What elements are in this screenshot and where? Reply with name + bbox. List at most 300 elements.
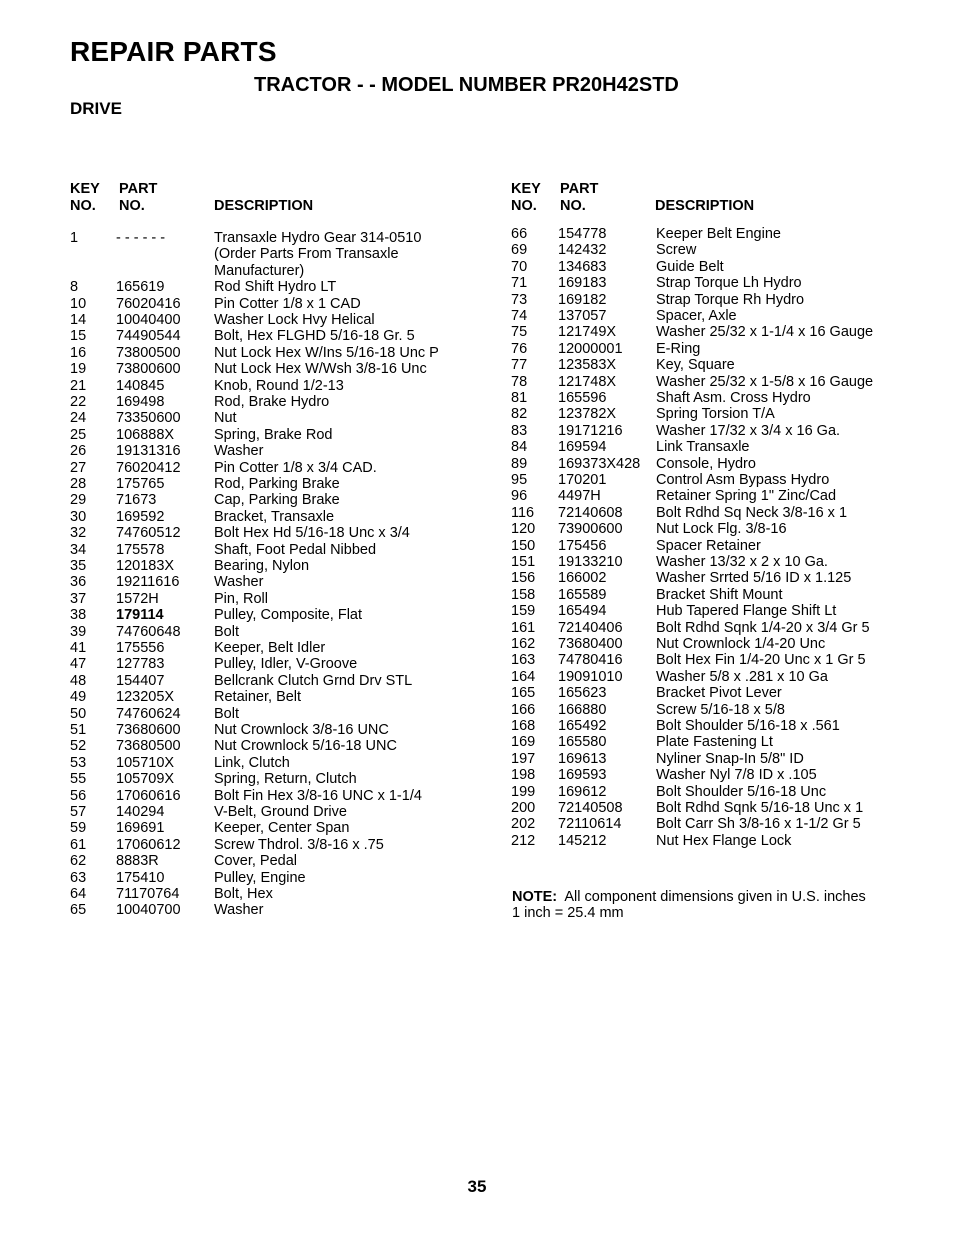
part-description: Nut Lock Hex W/Wsh 3/8-16 Unc xyxy=(214,361,427,378)
part-description: Bolt xyxy=(214,623,239,640)
part-number: 74780416 xyxy=(558,652,623,669)
part-header-line1: PART xyxy=(119,181,158,197)
parts-row xyxy=(511,652,911,668)
part-number: 154407 xyxy=(116,672,165,689)
key-number: 62 xyxy=(70,853,87,870)
parts-row xyxy=(70,361,470,377)
page-title: REPAIR PARTS xyxy=(70,36,277,67)
key-number: 151 xyxy=(511,554,536,570)
part-description: Pulley, Idler, V-Groove xyxy=(214,656,358,673)
part-number: 17060612 xyxy=(116,836,181,853)
part-description: Spring Torsion T/A xyxy=(656,406,775,423)
key-number: 158 xyxy=(511,586,536,603)
key-number: 48 xyxy=(70,672,87,689)
section-heading: DRIVE xyxy=(70,99,122,118)
part-description: Washer xyxy=(214,902,264,919)
part-number: 169594 xyxy=(558,439,607,456)
parts-row xyxy=(70,558,470,574)
part-description: Washer Nyl 7/8 ID x .105 xyxy=(656,767,817,784)
key-number: 166 xyxy=(511,701,536,718)
key-number: 66 xyxy=(511,226,528,242)
key-number: 35 xyxy=(70,558,87,574)
part-number: 121749X xyxy=(558,324,617,341)
key-number: 57 xyxy=(70,804,87,820)
part-description: Retainer, Belt xyxy=(214,689,302,706)
parts-row xyxy=(511,357,911,373)
part-description: Shaft Asm. Cross Hydro xyxy=(656,390,811,406)
key-number: 32 xyxy=(70,525,87,542)
part-number: 145212 xyxy=(558,832,607,849)
right-part-header xyxy=(560,181,598,215)
parts-row xyxy=(511,751,911,767)
part-number: 175456 xyxy=(558,537,607,554)
part-number: 72110614 xyxy=(558,816,622,833)
part-description: (Order Parts From Transaxle xyxy=(214,246,399,263)
parts-row xyxy=(511,406,911,422)
parts-row xyxy=(70,755,470,771)
part-number: 175556 xyxy=(116,640,165,656)
part-description: Pulley, Engine xyxy=(214,869,306,886)
part-number: 76020416 xyxy=(116,295,181,312)
parts-row xyxy=(70,624,470,640)
part-description: Cap, Parking Brake xyxy=(214,492,340,509)
left-part-header xyxy=(119,181,157,215)
parts-row xyxy=(70,476,470,492)
note-conversion: 1 inch = 25.4 mm xyxy=(512,905,624,921)
part-number: 123583X xyxy=(558,357,617,374)
parts-row xyxy=(511,833,911,849)
part-number: 175410 xyxy=(116,869,165,886)
part-description: Bolt, Hex xyxy=(214,886,273,902)
part-number: 73680400 xyxy=(558,636,623,652)
key-header-line1: KEY xyxy=(70,181,100,197)
part-number: 165589 xyxy=(558,586,607,603)
part-description: Nut Crownlock 1/4-20 Unc xyxy=(656,636,826,652)
part-description: Pulley, Composite, Flat xyxy=(214,607,363,624)
part-number: 74490544 xyxy=(116,328,181,345)
parts-row xyxy=(70,410,470,426)
part-number: 72140406 xyxy=(558,619,623,636)
part-number: 134683 xyxy=(558,258,607,275)
left-key-header xyxy=(70,181,100,215)
key-number: 84 xyxy=(511,439,528,456)
part-description: Bracket Pivot Lever xyxy=(656,685,782,702)
part-description: Bolt Rdhd Sq Neck 3/8-16 x 1 xyxy=(656,504,848,521)
key-number: 73 xyxy=(511,291,528,308)
parts-row xyxy=(70,230,470,246)
part-number: 19171216 xyxy=(558,422,623,439)
part-number: 169182 xyxy=(558,291,607,308)
part-description: Pin Cotter 1/8 x 3/4 CAD. xyxy=(214,459,377,476)
part-number: 19211616 xyxy=(116,574,180,591)
part-number: 74760648 xyxy=(116,623,181,640)
part-number: 71170764 xyxy=(116,886,180,902)
parts-row xyxy=(70,689,470,705)
key-header-line2: NO. xyxy=(511,198,537,214)
part-description: Washer 25/32 x 1-1/4 x 16 Gauge xyxy=(656,324,874,341)
key-number: 120 xyxy=(511,521,536,538)
part-number: 4497H xyxy=(558,488,601,505)
part-description: Key, Square xyxy=(656,357,735,374)
parts-row xyxy=(70,722,470,738)
part-number: 175765 xyxy=(116,476,165,492)
part-number: 165494 xyxy=(558,603,607,620)
key-number: 74 xyxy=(511,308,528,324)
part-number: 19133210 xyxy=(558,554,623,570)
key-number: 26 xyxy=(70,443,87,460)
right-description-header: DESCRIPTION xyxy=(655,198,755,214)
key-number: 64 xyxy=(70,886,87,902)
part-number: 120183X xyxy=(116,558,175,574)
part-number: 105709X xyxy=(116,771,175,788)
parts-row xyxy=(70,460,470,476)
part-description: Bolt Carr Sh 3/8-16 x 1-1/2 Gr 5 xyxy=(656,816,861,833)
part-description: Bearing, Nylon xyxy=(214,558,310,574)
part-description: Washer 17/32 x 3/4 x 16 Ga. xyxy=(656,422,841,439)
left-description-header: DESCRIPTION xyxy=(214,198,314,214)
part-description: Cover, Pedal xyxy=(214,853,298,870)
key-number: 28 xyxy=(70,476,87,492)
part-description: Link, Clutch xyxy=(214,754,290,771)
part-number: 74760512 xyxy=(116,525,181,542)
part-number: 105710X xyxy=(116,754,175,771)
part-description: Spacer Retainer xyxy=(656,537,761,554)
part-number: 142432 xyxy=(558,242,607,259)
part-number: 169613 xyxy=(558,750,607,767)
parts-row xyxy=(70,607,470,623)
parts-row xyxy=(511,308,911,324)
part-description: Bolt Fin Hex 3/8-16 UNC x 1-1/4 xyxy=(214,787,422,804)
part-number: 10040400 xyxy=(116,312,181,328)
part-description: Washer 13/32 x 2 x 10 Ga. xyxy=(656,554,828,570)
key-number: 38 xyxy=(70,607,87,624)
part-description: Spring, Return, Clutch xyxy=(214,771,357,788)
key-number: 29 xyxy=(70,492,87,509)
key-number: 96 xyxy=(511,488,528,505)
part-number: 169183 xyxy=(558,275,607,292)
part-description: Bracket, Transaxle xyxy=(214,508,335,525)
part-number: 169593 xyxy=(558,767,607,784)
key-number: 199 xyxy=(511,783,536,800)
key-number: 27 xyxy=(70,459,87,476)
key-number: 81 xyxy=(511,390,528,406)
part-description: Nut Crownlock 3/8-16 UNC xyxy=(214,722,389,738)
key-number: 200 xyxy=(511,800,536,816)
part-description: Bolt Hex Hd 5/16-18 Unc x 3/4 xyxy=(214,525,410,542)
key-number: 19 xyxy=(70,361,87,378)
part-header-line1: PART xyxy=(560,181,599,197)
part-number: 169612 xyxy=(558,783,607,800)
part-description: Pin Cotter 1/8 x 1 CAD xyxy=(214,295,361,312)
parts-row xyxy=(70,886,470,902)
parts-row xyxy=(511,816,911,832)
parts-row xyxy=(511,423,911,439)
key-number: 24 xyxy=(70,410,87,427)
key-number: 164 xyxy=(511,668,536,685)
key-number: 198 xyxy=(511,767,536,784)
part-description: Spacer, Axle xyxy=(656,308,737,324)
part-description: Knob, Round 1/2-13 xyxy=(214,377,344,394)
part-number: 10040700 xyxy=(116,902,181,919)
part-number: 71673 xyxy=(116,492,157,509)
part-number: - - - - - - xyxy=(116,230,166,246)
part-number: 72140508 xyxy=(558,800,623,816)
parts-row xyxy=(70,312,470,328)
part-number: 140294 xyxy=(116,804,165,820)
key-number: 30 xyxy=(70,508,87,525)
part-number: 1572H xyxy=(116,590,159,607)
part-description: Bolt Shoulder 5/16-18 Unc xyxy=(656,783,827,800)
parts-row xyxy=(511,767,911,783)
parts-row xyxy=(511,275,911,291)
part-number: 73680500 xyxy=(116,738,181,755)
part-description: V-Belt, Ground Drive xyxy=(214,804,347,820)
key-number: 95 xyxy=(511,472,528,488)
part-description: Screw Thdrol. 3/8-16 x .75 xyxy=(214,836,384,853)
parts-row xyxy=(70,296,470,312)
key-number: 89 xyxy=(511,455,528,472)
part-description: Nut Lock Flg. 3/8-16 xyxy=(656,521,787,538)
parts-row xyxy=(511,226,911,242)
key-number: 25 xyxy=(70,426,87,443)
parts-row xyxy=(70,706,470,722)
key-number: 16 xyxy=(70,344,87,361)
parts-row xyxy=(511,718,911,734)
note-label: NOTE: xyxy=(512,889,558,905)
key-header-line1: KEY xyxy=(511,181,541,197)
key-number: 77 xyxy=(511,357,528,374)
part-description: Strap Torque Rh Hydro xyxy=(656,291,805,308)
part-description: Washer xyxy=(214,443,264,460)
part-number: 169592 xyxy=(116,508,165,525)
key-header-line2: NO. xyxy=(70,198,96,214)
key-number: 116 xyxy=(511,504,535,521)
parts-row xyxy=(70,378,470,394)
parts-row xyxy=(70,542,470,558)
part-header-line2: NO. xyxy=(119,198,145,214)
part-number: 166880 xyxy=(558,701,607,718)
part-description: Keeper Belt Engine xyxy=(656,226,781,242)
parts-row xyxy=(511,488,911,504)
part-number: 19091010 xyxy=(558,668,623,685)
part-description: Washer 5/8 x .281 x 10 Ga xyxy=(656,668,828,685)
model-subtitle: TRACTOR - - MODEL NUMBER PR20H42STD xyxy=(254,74,679,96)
part-description: Nut Crownlock 5/16-18 UNC xyxy=(214,738,397,755)
part-description: Bolt xyxy=(214,705,239,722)
parts-row xyxy=(511,538,911,554)
key-number: 1 xyxy=(70,230,79,246)
key-number: 22 xyxy=(70,394,87,410)
parts-row xyxy=(511,292,911,308)
key-number: 63 xyxy=(70,869,87,886)
key-number: 163 xyxy=(511,652,536,669)
parts-row xyxy=(511,472,911,488)
key-number: 41 xyxy=(70,640,87,656)
part-number: 154778 xyxy=(558,226,607,242)
part-description: Nut Hex Flange Lock xyxy=(656,832,792,849)
part-number: 165619 xyxy=(116,279,165,296)
parts-row xyxy=(511,570,911,586)
parts-row xyxy=(70,574,470,590)
parts-row xyxy=(511,505,911,521)
part-description: Nut xyxy=(214,410,237,427)
part-description: Bolt Hex Fin 1/4-20 Unc x 1 Gr 5 xyxy=(656,652,866,669)
parts-row xyxy=(70,837,470,853)
parts-row xyxy=(70,328,470,344)
key-number: 52 xyxy=(70,738,87,755)
part-number: 12000001 xyxy=(558,340,623,357)
part-description: Nyliner Snap-In 5/8" ID xyxy=(656,750,804,767)
parts-row xyxy=(511,702,911,718)
part-description: Nut Lock Hex W/Ins 5/16-18 Unc P xyxy=(214,344,439,361)
part-description: Bolt Rdhd Sqnk 5/16-18 Unc x 1 xyxy=(656,800,864,816)
page-number: 35 xyxy=(467,1177,487,1196)
key-number: 36 xyxy=(70,574,87,591)
parts-row xyxy=(511,784,911,800)
part-number: 73350600 xyxy=(116,410,181,427)
part-description: Rod, Brake Hydro xyxy=(214,394,330,410)
part-description: Guide Belt xyxy=(656,258,724,275)
parts-row xyxy=(511,554,911,570)
key-number: 69 xyxy=(511,242,528,259)
part-number: 140845 xyxy=(116,377,165,394)
part-description: Bolt, Hex FLGHD 5/16-18 Gr. 5 xyxy=(214,328,415,345)
key-number: 83 xyxy=(511,422,528,439)
key-number: 56 xyxy=(70,787,87,804)
part-number: 123205X xyxy=(116,689,175,706)
parts-row xyxy=(70,673,470,689)
part-number: 169498 xyxy=(116,394,165,410)
parts-row xyxy=(511,456,911,472)
key-number: 212 xyxy=(511,832,536,849)
part-description: Rod Shift Hydro LT xyxy=(214,279,337,296)
parts-row xyxy=(511,603,911,619)
parts-row xyxy=(511,800,911,816)
parts-row xyxy=(70,788,470,804)
key-number: 159 xyxy=(511,603,536,620)
key-number: 197 xyxy=(511,750,536,767)
part-number: 76020412 xyxy=(116,459,181,476)
parts-row xyxy=(511,324,911,340)
part-description: Spring, Brake Rod xyxy=(214,426,333,443)
parts-row xyxy=(511,341,911,357)
part-number: 165492 xyxy=(558,718,607,734)
key-number: 49 xyxy=(70,689,87,706)
part-description: Bellcrank Clutch Grnd Drv STL xyxy=(214,672,413,689)
part-number: 121748X xyxy=(558,373,617,390)
key-number: 76 xyxy=(511,340,528,357)
parts-row xyxy=(70,427,470,443)
key-number: 8 xyxy=(70,279,79,296)
part-number: 17060616 xyxy=(116,787,181,804)
part-description: Screw xyxy=(656,242,697,259)
key-number: 10 xyxy=(70,295,87,312)
key-number: 39 xyxy=(70,623,87,640)
key-number: 61 xyxy=(70,836,87,853)
parts-row xyxy=(511,587,911,603)
key-number: 47 xyxy=(70,656,87,673)
part-description: Bracket Shift Mount xyxy=(656,586,783,603)
parts-row xyxy=(511,521,911,537)
parts-row xyxy=(511,242,911,258)
key-number: 156 xyxy=(511,570,536,587)
key-number: 161 xyxy=(511,619,536,636)
parts-row xyxy=(70,443,470,459)
part-description: Plate Fastening Lt xyxy=(656,734,773,751)
key-number: 65 xyxy=(70,902,87,919)
parts-row xyxy=(511,669,911,685)
parts-row xyxy=(70,263,470,279)
part-number: 166002 xyxy=(558,570,607,587)
parts-row xyxy=(511,734,911,750)
key-number: 71 xyxy=(511,275,528,292)
parts-row xyxy=(70,870,470,886)
parts-row xyxy=(70,509,470,525)
key-number: 53 xyxy=(70,754,87,771)
parts-row xyxy=(511,636,911,652)
parts-row xyxy=(70,902,470,918)
parts-row xyxy=(70,804,470,820)
key-number: 59 xyxy=(70,820,87,837)
part-description: Strap Torque Lh Hydro xyxy=(656,275,802,292)
parts-row xyxy=(70,492,470,508)
part-number: 73800500 xyxy=(116,344,181,361)
part-number: 74760624 xyxy=(116,705,181,722)
part-description: Washer 25/32 x 1-5/8 x 16 Gauge xyxy=(656,373,874,390)
parts-row xyxy=(70,656,470,672)
part-header-line2: NO. xyxy=(560,198,586,214)
parts-row xyxy=(70,525,470,541)
part-description: Bolt Rdhd Sqnk 1/4-20 x 3/4 Gr 5 xyxy=(656,619,870,636)
parts-row xyxy=(511,685,911,701)
key-number: 78 xyxy=(511,373,528,390)
parts-row xyxy=(511,620,911,636)
part-number: 72140608 xyxy=(558,504,623,521)
part-description: Console, Hydro xyxy=(656,455,756,472)
key-number: 169 xyxy=(511,734,536,751)
parts-row xyxy=(511,374,911,390)
part-number: 179114 xyxy=(116,607,164,624)
part-description: Transaxle Hydro Gear 314-0510 xyxy=(214,230,422,246)
dimension-note xyxy=(512,889,866,921)
parts-row xyxy=(70,640,470,656)
right-key-header xyxy=(511,181,541,215)
part-description: Washer Srrted 5/16 ID x 1.125 xyxy=(656,570,852,587)
part-description: Washer xyxy=(214,574,264,591)
part-number: 73800600 xyxy=(116,361,181,378)
parts-row xyxy=(70,394,470,410)
key-number: 82 xyxy=(511,406,528,423)
part-number: 106888X xyxy=(116,426,175,443)
parts-row xyxy=(70,246,470,262)
key-number: 15 xyxy=(70,328,87,345)
part-description: Link Transaxle xyxy=(656,439,750,456)
part-description: E-Ring xyxy=(656,340,701,357)
key-number: 150 xyxy=(511,537,536,554)
part-description: Shaft, Foot Pedal Nibbed xyxy=(214,541,377,558)
parts-row xyxy=(70,771,470,787)
parts-row xyxy=(511,390,911,406)
part-number: 137057 xyxy=(558,308,607,324)
note-text: All component dimensions given in U.S. inches xyxy=(564,889,866,905)
part-description: Rod, Parking Brake xyxy=(214,476,340,492)
part-number: 73900600 xyxy=(558,521,623,538)
key-number: 51 xyxy=(70,722,87,738)
part-number: 127783 xyxy=(116,656,165,673)
parts-row xyxy=(70,820,470,836)
part-description: Keeper, Belt Idler xyxy=(214,640,326,656)
parts-row xyxy=(511,259,911,275)
